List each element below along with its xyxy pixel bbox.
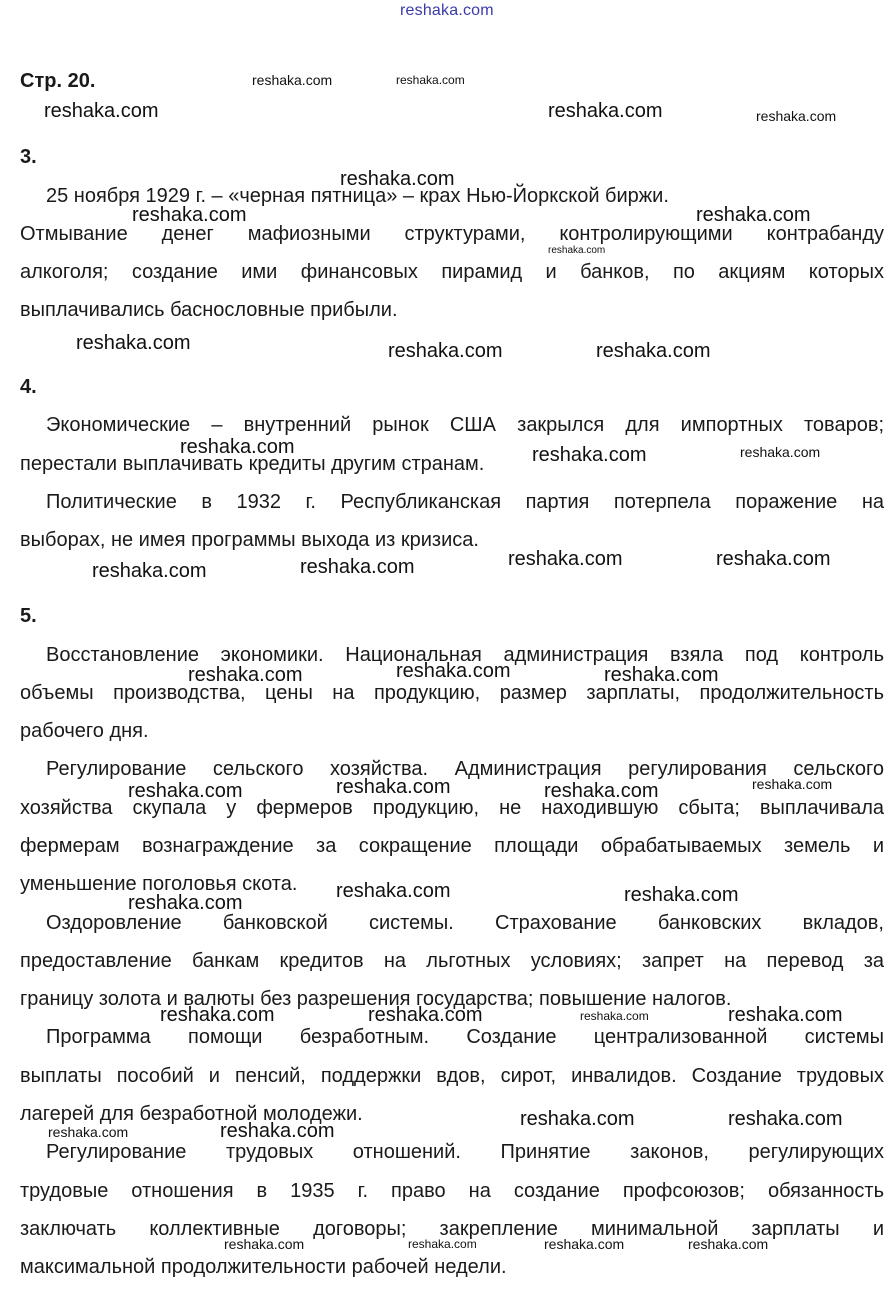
watermark: reshaka.com [252,72,333,88]
paragraph-line: объемы производства, цены на продукцию, размер зарплаты, продолжительность [20,682,884,704]
paragraph-line: алкоголя; создание ими финансовых пирамид и банков, по акциям которых [20,261,884,283]
watermark: reshaka.com [520,1108,635,1130]
watermark: reshaka.com [756,108,837,124]
paragraph-line: перестали выплачивать кредиты другим странам. [20,453,485,475]
watermark: reshaka.com [624,884,739,906]
watermark: reshaka.com [548,100,663,122]
paragraph-line: Отмывание денег мафиозными структурами, контролирующими контрабанду [20,223,884,245]
watermark: reshaka.com [604,664,719,686]
watermark: reshaka.com [408,1237,477,1251]
watermark: reshaka.com [740,444,821,460]
paragraph-line: 25 ноября 1929 г. – «черная пятница» – крах Нью-Йоркской биржи. [46,185,669,207]
watermark: reshaka.com [580,1009,649,1023]
paragraph-line: Оздоровление банковской системы. Страхование банковских вкладов, [46,912,884,934]
paragraph-line: лагерей для безработной молодежи. [20,1103,363,1125]
paragraph-line: Регулирование сельского хозяйства. Администрация регулирования сельского [46,758,884,780]
watermark: reshaka.com [396,73,465,87]
watermark: reshaka.com [596,340,711,362]
watermark: reshaka.com [532,444,647,466]
watermark: reshaka.com [340,168,455,190]
paragraph-line: Восстановление экономики. Национальная администрация взяла под контроль [46,644,884,666]
watermark: reshaka.com [388,340,503,362]
watermark: reshaka.com [48,1124,129,1140]
watermark: reshaka.com [336,880,451,902]
paragraph-line: выборах, не имея программы выхода из кризиса. [20,529,479,551]
watermark: reshaka.com [368,1004,483,1026]
paragraph-line: границу золота и валюты без разрешения государства; повышение налогов. [20,988,732,1010]
paragraph-line: Политические в 1932 г. Республиканская партия потерпела поражение на [46,491,884,513]
watermark: reshaka.com [224,1236,305,1252]
watermark: reshaka.com [220,1120,335,1142]
watermark: reshaka.com [76,332,191,354]
paragraph-line: фермерам вознаграждение за сокращение площади обрабатываемых земель и [20,835,884,857]
watermark: reshaka.com [508,548,623,570]
watermark: reshaka.com [688,1236,769,1252]
watermark: reshaka.com [180,436,295,458]
paragraph-line: Регулирование трудовых отношений. Принятие законов, регулирующих [46,1141,884,1163]
watermark: reshaka.com [160,1004,275,1026]
question-number: 3. [20,146,37,168]
watermark: reshaka.com [696,204,811,226]
watermark: reshaka.com [128,780,243,802]
page-title: Стр. 20. [20,70,96,92]
watermark: reshaka.com [132,204,247,226]
watermark: reshaka.com [548,245,606,256]
watermark: reshaka.com [752,776,833,792]
paragraph-line: трудовые отношения в 1935 г. право на создание профсоюзов; обязанность [20,1180,884,1202]
watermark: reshaka.com [716,548,831,570]
paragraph-line: выплаты пособий и пенсий, поддержки вдов, сирот, инвалидов. Создание трудовых [20,1065,884,1087]
watermark: reshaka.com [728,1004,843,1026]
watermark: reshaka.com [44,100,159,122]
watermark: reshaka.com [300,556,415,578]
paragraph-line: выплачивались баснословные прибыли. [20,299,398,321]
watermark: reshaka.com [728,1108,843,1130]
watermark: reshaka.com [396,660,511,682]
site-header-watermark: reshaka.com [400,2,494,19]
watermark: reshaka.com [544,780,659,802]
paragraph-line: заключать коллективные договоры; закрепление минимальной зарплаты и [20,1218,884,1240]
paragraph-line: Программа помощи безработным. Создание централизованной системы [46,1026,884,1048]
watermark: reshaka.com [336,776,451,798]
watermark: reshaka.com [128,892,243,914]
watermark: reshaka.com [544,1236,625,1252]
watermark: reshaka.com [92,560,207,582]
paragraph-line: максимальной продолжительности рабочей недели. [20,1256,507,1278]
paragraph-line: хозяйства скупала у фермеров продукцию, не находившую сбыта; выплачивала [20,797,884,819]
paragraph-line: уменьшение поголовья скота. [20,873,298,895]
paragraph-line: рабочего дня. [20,720,149,742]
question-number: 4. [20,376,37,398]
question-number: 5. [20,605,37,627]
paragraph-line: предоставление банкам кредитов на льготных условиях; запрет на перевод за [20,950,884,972]
paragraph-line: Экономические – внутренний рынок США закрылся для импортных товаров; [46,414,884,436]
watermark: reshaka.com [188,664,303,686]
